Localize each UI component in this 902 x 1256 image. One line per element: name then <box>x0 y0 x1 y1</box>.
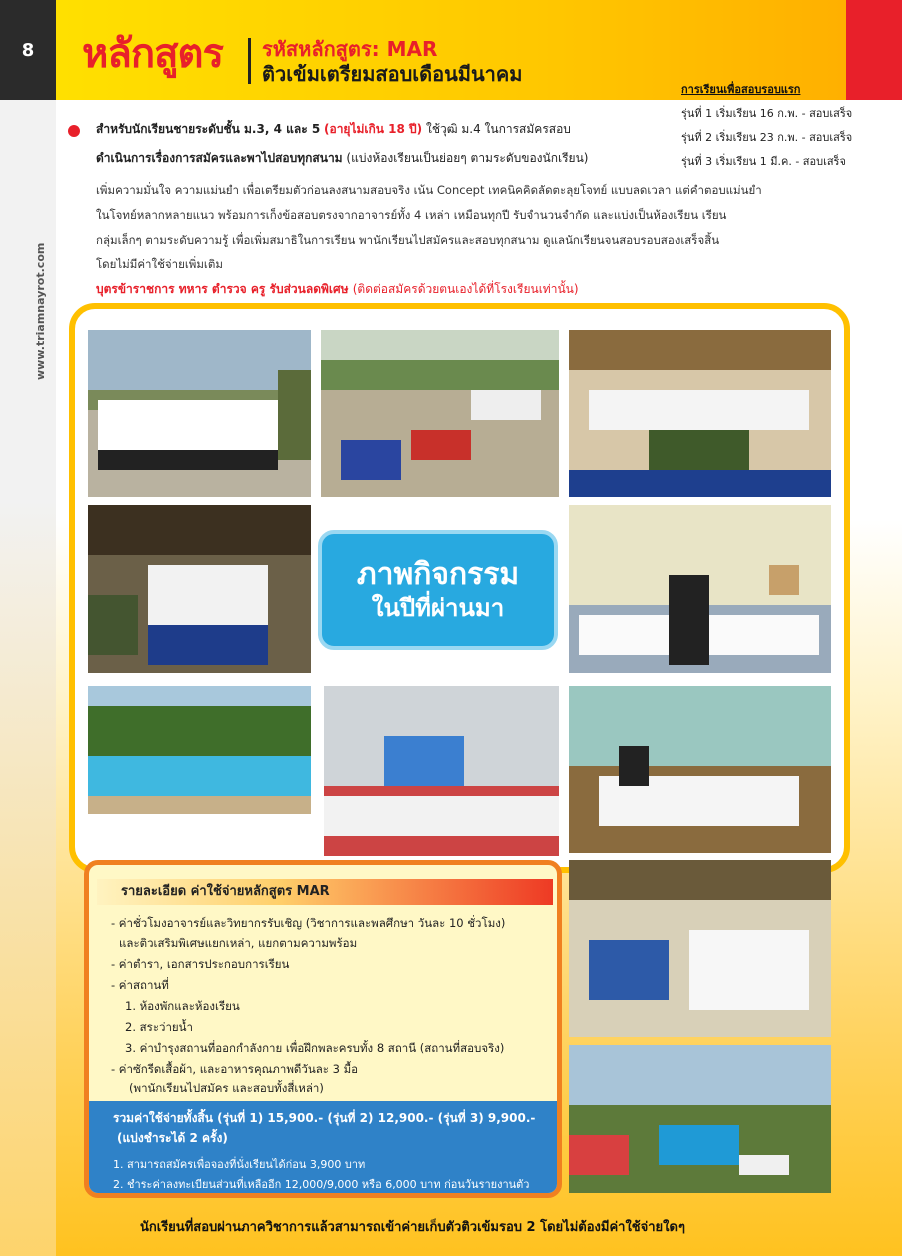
schedule-row: รุ่นที่ 2 เริ่มเรียน 23 ก.พ. - สอบเสร็จ <box>681 131 853 144</box>
course-subtitle: ติวเข้มเตรียมสอบเดือนมีนาคม <box>262 62 523 86</box>
bullet-icon <box>68 125 80 137</box>
cost-item: 1. ห้องพักและห้องเรียน <box>125 999 240 1013</box>
cost-summary <box>89 1101 557 1195</box>
discount-text: บุตรข้าราชการ ทหาร ตำรวจ ครู รับส่วนลดพิเศษ <box>96 282 349 296</box>
left-strip <box>0 100 56 1256</box>
cost-installment: (แบ่งชำระได้ 2 ครั้ง) <box>117 1131 228 1145</box>
cost-heading: รายละเอียด ค่าใช้จ่ายหลักสูตร MAR <box>97 879 553 905</box>
body-text: ในโจทย์หลากหลายแนว พร้อมการเก็งข้อสอบตรงจากอาจารย์ทั้ง 4 เหล่า เหมือนทุกปี รับจำนวนจำกัด และแบ่งเป็นห้องเรียน เรียน <box>96 208 727 222</box>
header-red-corner <box>846 0 902 100</box>
cost-item: - ค่าชั่วโมงอาจารย์และวิทยากรรับเชิญ (วิชาการและพลศึกษา วันละ 10 ชั่วโมง) <box>111 916 506 930</box>
intro-service: ดำเนินการเรื่องการสมัครและพาไปสอบทุกสนาม <box>96 151 343 165</box>
gallery-badge-subtitle: ในปีที่ผ่านมา <box>371 594 505 622</box>
cost-note: 1. สามารถสมัครเพื่อจองที่นั่งเรียนได้ก่อน 3,900 บาท <box>113 1158 366 1171</box>
schedule-row: รุ่นที่ 3 เริ่มเรียน 1 มี.ค. - สอบเสร็จ <box>681 155 846 168</box>
cost-box <box>84 860 562 1198</box>
discount-note: (ติดต่อสมัครด้วยตนเองได้ที่โรงเรียนเท่านั้น) <box>352 282 579 296</box>
cost-total: รวมค่าใช้จ่ายทั้งสิ้น (รุ่นที่ 1) 15,900.- (รุ่นที่ 2) 12,900.- (รุ่นที่ 3) 9,900.- <box>113 1111 536 1125</box>
cost-item: - ค่าซักรีดเสื้อผ้า, และอาหารคุณภาพดีวันละ 3 มื้อ <box>111 1062 359 1076</box>
photo-dining <box>569 686 831 853</box>
photo-fitness-test <box>321 330 559 497</box>
page-number: 8 <box>0 0 56 100</box>
photo-swimming-pool <box>88 686 311 814</box>
cost-item: 3. ค่าบำรุงสถานที่ออกกำลังกาย เพื่อฝึกพละครบทั้ง 8 สถานี (สถานที่สอบจริง) <box>125 1041 505 1055</box>
age-limit: (อายุไม่เกิน 18 ปี) <box>324 122 423 136</box>
gallery-badge-title: ภาพกิจกรรม <box>356 557 520 592</box>
website-url[interactable]: www.triamnayrot.com <box>34 242 47 380</box>
intro-qualification: ใช้วุฒิ ม.4 ในการสมัครสอบ <box>425 122 571 136</box>
photo-lecture-hall <box>324 686 559 856</box>
discount-line <box>96 280 579 299</box>
cost-item: 2. สระว่ายน้ำ <box>125 1020 193 1034</box>
photo-registration <box>88 505 311 673</box>
body-text: โดยไม่มีค่าใช้จ่ายเพิ่มเติม <box>96 257 223 271</box>
gallery-badge <box>318 530 558 650</box>
cost-note: 2. ชำระค่าลงทะเบียนส่วนที่เหลืออีก 12,000/9,000 หรือ 6,000 บาท ก่อนวันรายงานตัว <box>113 1178 530 1191</box>
course-code: รหัสหลักสูตร: MAR <box>262 37 438 61</box>
intro-audience: สำหรับนักเรียนชายระดับชั้น ม.3, 4 และ 5 <box>96 122 321 136</box>
intro-service-note: (แบ่งห้องเรียนเป็นย่อยๆ ตามระดับของนักเรียน) <box>346 151 589 165</box>
intro-line-2 <box>96 149 588 168</box>
schedule-row: รุ่นที่ 1 เริ่มเรียน 16 ก.พ. - สอบเสร็จ <box>681 107 853 120</box>
photo-students-lineup <box>88 330 311 497</box>
photo-exam-hall <box>569 330 831 497</box>
cost-item: (พานักเรียนไปสมัคร และสอบทั้งสี่เหล่า) <box>129 1081 324 1095</box>
photo-classroom-teacher <box>569 505 831 673</box>
schedule-heading: การเรียนเพื่อสอบรอบแรก <box>681 83 801 96</box>
photo-buses <box>569 1045 831 1193</box>
photo-study-session <box>569 860 831 1037</box>
footer-note: นักเรียนที่สอบผ่านภาควิชาการแล้วสามารถเข้าค่ายเก็บตัวติวเข้มรอบ 2 โดยไม่ต้องมีค่าใช้จ่ายใดๆ <box>140 1220 685 1235</box>
cost-item: - ค่าตำรา, เอกสารประกอบการเรียน <box>111 957 290 971</box>
body-text: เพิ่มความมั่นใจ ความแม่นยำ เพื่อเตรียมตัวก่อนลงสนามสอบจริง เน้น Concept เทคนิคคิดลัดตะลุยโจทย์ แบบลดเวลา แต่คำตอบแม่นยำ <box>96 183 762 197</box>
title-divider <box>248 38 251 84</box>
body-text: กลุ่มเล็กๆ ตามระดับความรู้ เพื่อเพิ่มสมาธิในการเรียน พานักเรียนไปสมัครและสอบทุกสนาม ดูแลนักเรียนจนสอบรอบสองเสร็จสิ้น <box>96 233 720 247</box>
intro-line-1 <box>96 120 571 139</box>
cost-item: - ค่าสถานที่ <box>111 978 169 992</box>
course-title: หลักสูตร <box>82 31 223 77</box>
cost-item: และติวเสริมพิเศษแยกเหล่า, แยกตามความพร้อม <box>119 936 358 950</box>
